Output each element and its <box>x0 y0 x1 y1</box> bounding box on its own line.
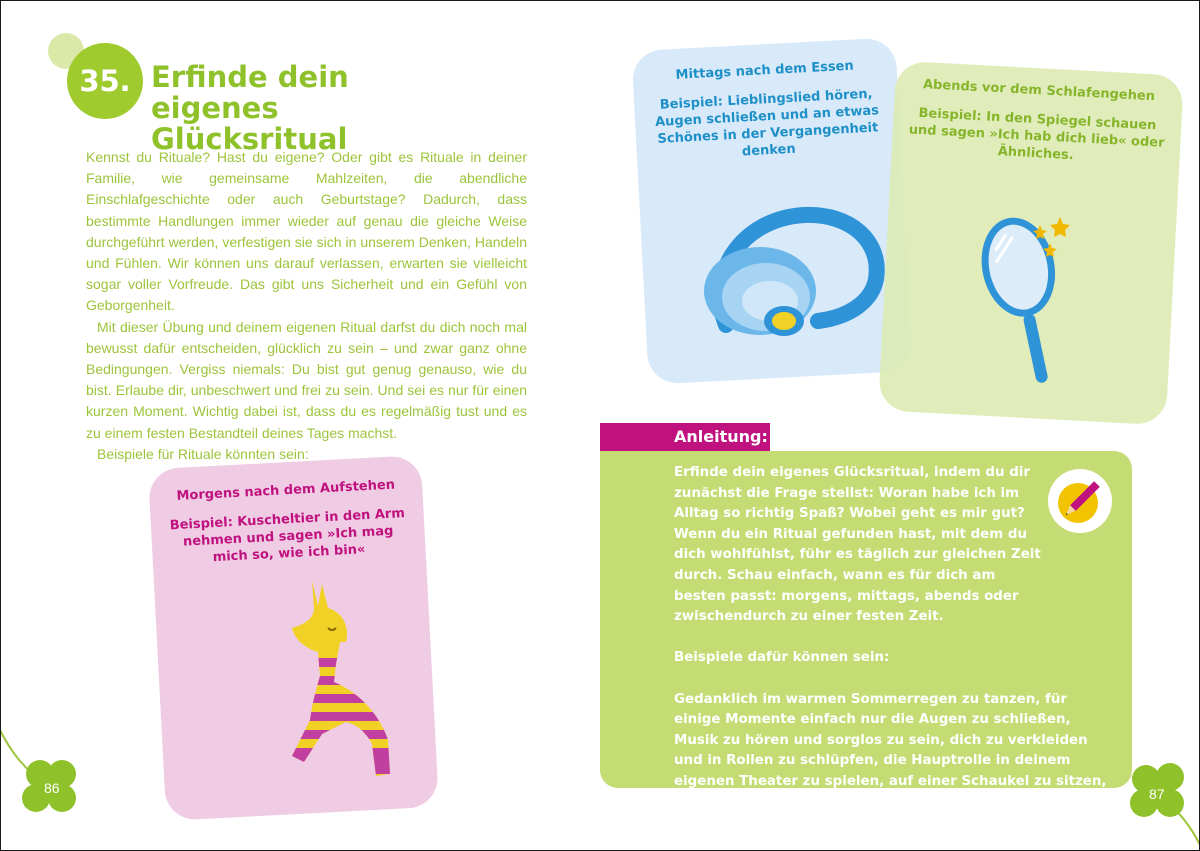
hand-mirror-illustration <box>970 205 1080 395</box>
card-heading: Morgens nach dem Aufstehen <box>176 477 396 504</box>
page-number-right: 87 <box>1149 786 1165 802</box>
body-paragraph: Mit dieser Übung und deinem eigenen Ritual darfst du dich noch mal bewusst dafür entscheiden, glücklich zu sein – und zwar ganz ohne Bedingungen. Vergiss niemals: Du bist gut genug genauso, wie du bist. Erlaube dir, unbeschwert und frei zu sein. Und sei es nur für einen kurzen Moment. Wichtig dabei ist, dass du es regelmäßig tust und es zu einem festen Bestandteil deines Tages machst. <box>86 318 527 441</box>
headphones-illustration <box>700 205 890 355</box>
page-title: Erfinde dein eigenes Glücksritual <box>151 60 349 156</box>
instructions-paragraph: Gedanklich im warmen Sommerregen zu tanzen, für einige Momente einfach nur die Augen zu schließen, Musik zu hören und sorglos zu sein, dich zu verkleiden und in Rollen zu schlüpfen, die Hauptrolle in deinem eigenen Theater zu spielen, auf einer Schaukel zu sitzen, mit Freunden zu lachen, für dich allein zu sein mit schönen Erinnerungen? <box>674 691 1107 831</box>
card-text: Beispiel: Lieblingslied hören, Augen schließen und an etwas Schönes in der Vergangenheit denken <box>654 86 880 160</box>
instructions-label: Anleitung: <box>600 423 770 451</box>
body-text <box>86 147 527 465</box>
page-number-left: 86 <box>44 780 60 796</box>
instructions-paragraph: Erfinde dein eigenes Glücksritual, indem du dir zunächst die Frage stellst: Woran habe ich im Alltag so richtig Spaß? Wobei geht es mir gut? Wenn du ein Ritual gefunden hast, mit dem du dich wohlfühlst, führ es täglich zur gleichen Zeit durch. Schau einfach, wann es für dich am besten passt: morgens, mittags, abends oder zwischendurch zu einer festen Zeit. <box>674 465 1041 625</box>
exercise-number: 35. <box>67 43 143 119</box>
instructions-paragraph: Beispiele dafür können sein: <box>674 650 890 666</box>
card-text: Beispiel: Kuscheltier in den Arm nehmen und sagen »Ich mag mich so, wie ich bin« <box>169 506 406 566</box>
card-text: Beispiel: In den Spiegel schauen und sagen »Ich hab dich lieb« oder Ähnliches. <box>908 105 1165 164</box>
card-heading: Mittags nach dem Essen <box>675 58 855 83</box>
card-heading: Abends vor dem Schlafengehen <box>922 77 1156 105</box>
pencil-icon <box>1048 469 1112 533</box>
giraffe-illustration <box>282 572 402 792</box>
clover-icon <box>0 730 90 820</box>
body-paragraph: Kennst du Rituale? Hast du eigene? Oder gibt es Rituale in deiner Familie, wie gemeinsame Mahlzeiten, die abendliche Einschlafgeschichte oder auch Geburtstage? Dadurch, dass bestimmte Handlungen immer wieder auf genau die gleiche Weise durchgeführt werden, verfestigen sie sich in unserem Denken, Handeln und Fühlen. Wir können uns darauf verlassen, erwarten sie vielleicht sogar voller Vorfreude. Das gibt uns Sicherheit und ein Gefühl von Geborgenheit. <box>86 149 527 314</box>
body-paragraph: Beispiele für Rituale könnten sein: <box>97 445 309 462</box>
